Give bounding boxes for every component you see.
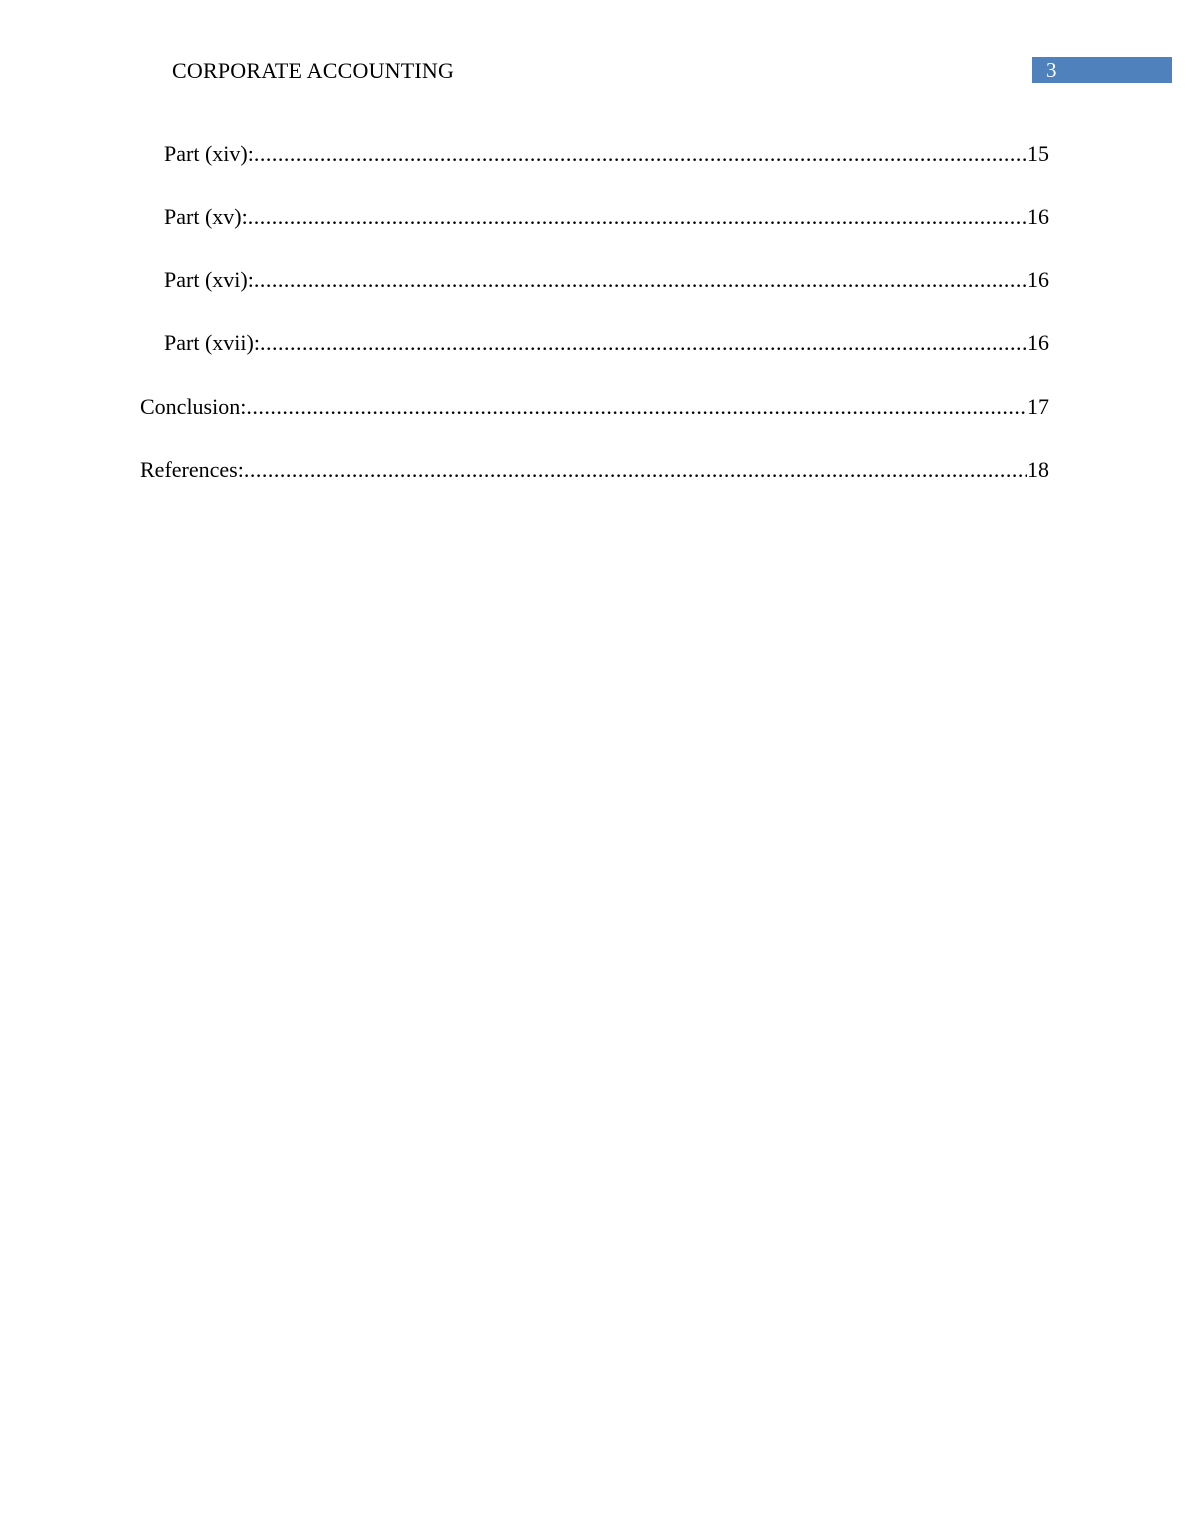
running-header-title: CORPORATE ACCOUNTING bbox=[172, 58, 455, 83]
toc-entry-page: 15 bbox=[1027, 141, 1049, 166]
toc-entry-page: 16 bbox=[1027, 267, 1049, 292]
toc-entry-references[interactable] bbox=[140, 455, 1049, 485]
toc-entry-label: Part (xiv): bbox=[164, 141, 254, 166]
toc-entry-label: Part (xvi): bbox=[164, 267, 254, 292]
toc-entry-page: 16 bbox=[1027, 330, 1049, 355]
toc-entry-label: References: bbox=[140, 457, 244, 482]
toc-entry-conclusion[interactable] bbox=[140, 392, 1049, 422]
page-number-badge bbox=[1032, 57, 1172, 83]
toc-dot-leader bbox=[254, 265, 1027, 295]
toc-entry-part-xv[interactable] bbox=[164, 202, 1049, 232]
toc-dot-leader bbox=[246, 392, 1027, 422]
toc-entry-page: 17 bbox=[1027, 394, 1049, 419]
toc-entry-page: 16 bbox=[1027, 204, 1049, 229]
toc-entry-part-xiv[interactable] bbox=[164, 139, 1049, 169]
toc-entry-part-xvii[interactable] bbox=[164, 328, 1049, 358]
toc-dot-leader bbox=[260, 328, 1027, 358]
toc-entry-page: 18 bbox=[1027, 457, 1049, 482]
toc-entry-label: Conclusion: bbox=[140, 394, 247, 419]
page-number: 3 bbox=[1046, 58, 1057, 82]
toc-dot-leader bbox=[254, 139, 1027, 169]
toc-dot-leader bbox=[248, 202, 1027, 232]
toc-entry-label: Part (xvii): bbox=[164, 330, 260, 355]
toc-dot-leader bbox=[244, 455, 1027, 485]
toc-entry-label: Part (xv): bbox=[164, 204, 248, 229]
toc-entry-part-xvi[interactable] bbox=[164, 265, 1049, 295]
